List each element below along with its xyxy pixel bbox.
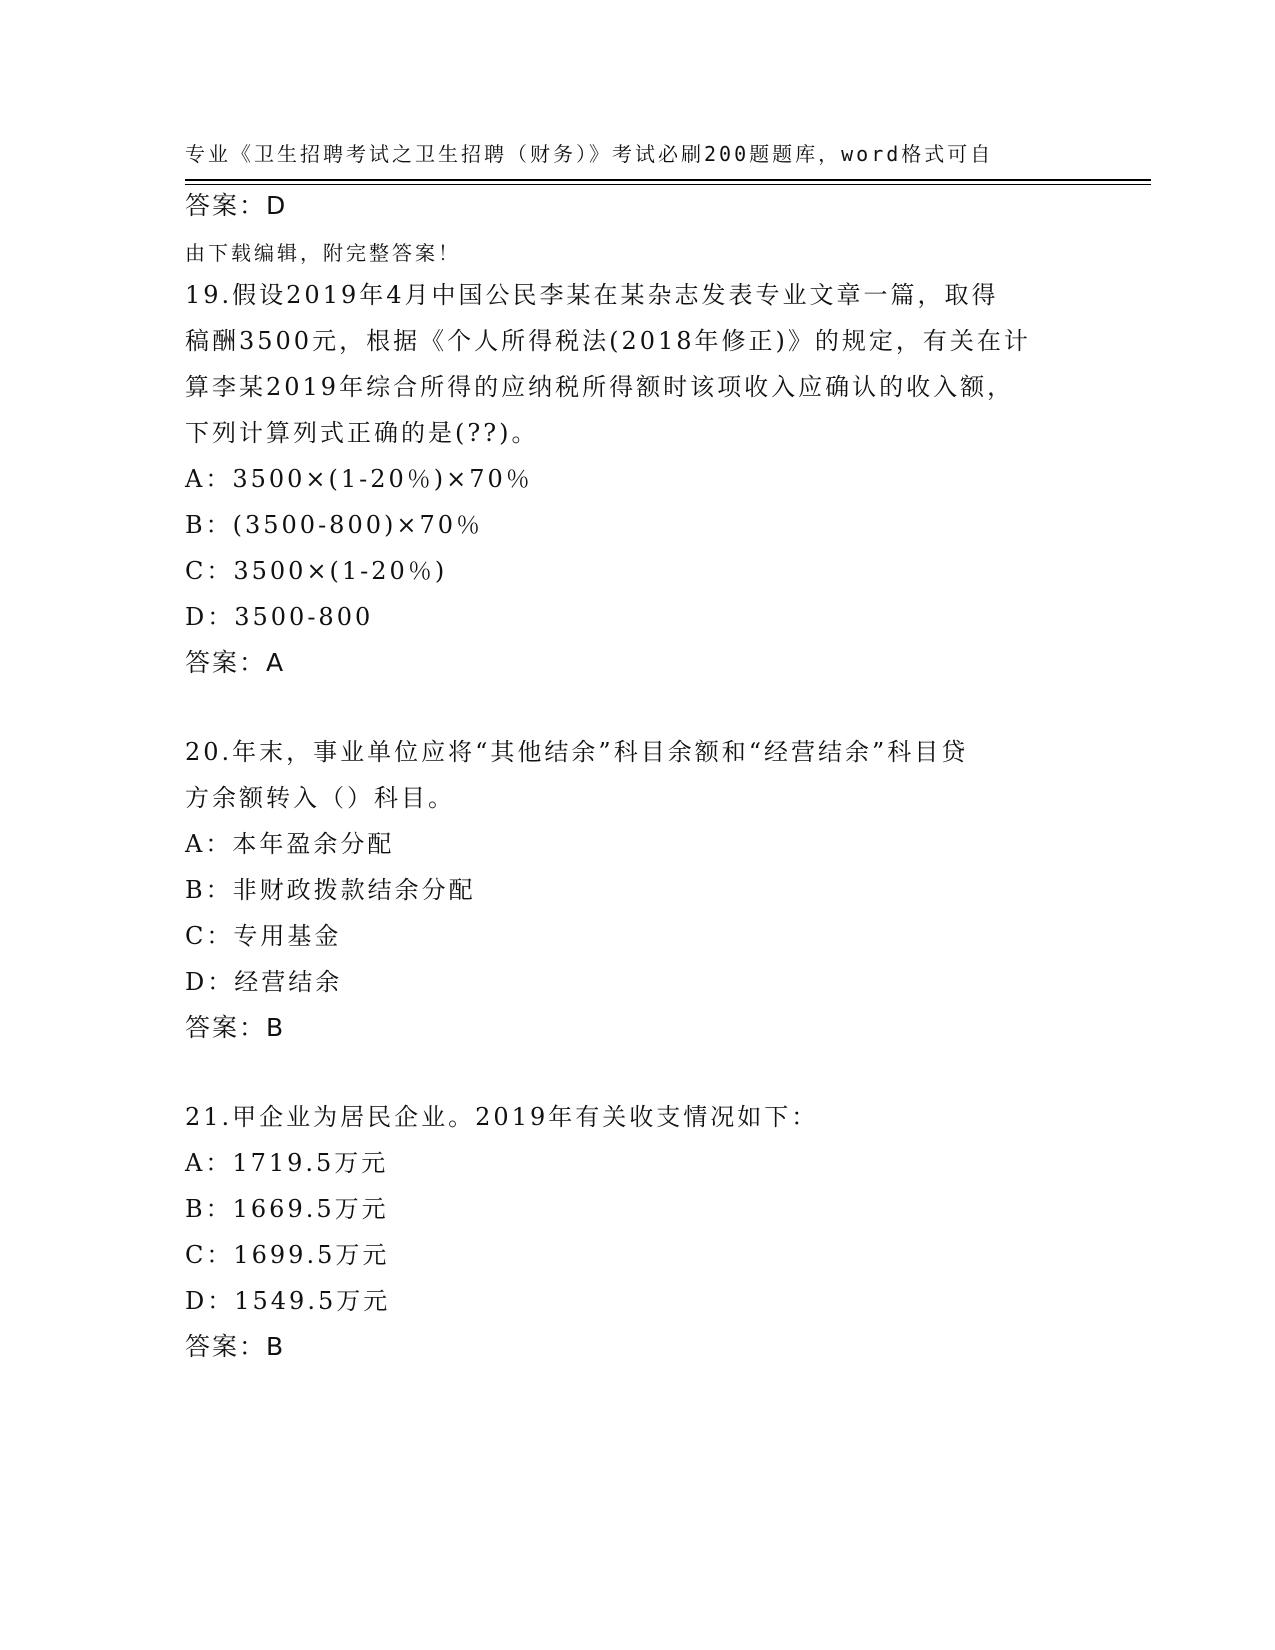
- question-19-option-c: C：3500×(1-20％): [185, 557, 448, 585]
- header-line-1: 专业《卫生招聘考试之卫生招聘（财务）》考试必刷200题题库，word格式可自: [185, 142, 994, 166]
- question-20-option-c: C：专用基金: [185, 922, 342, 950]
- question-20-option-a: A：本年盈余分配: [185, 830, 395, 858]
- question-19-text-line: 19.假设2019年4月中国公民李某在某杂志发表专业文章一篇，取得: [185, 281, 999, 309]
- question-19-text-line: 下列计算列式正确的是(??)。: [185, 419, 539, 447]
- question-21: [185, 1094, 1105, 1370]
- question-19-text-line: 算李某2019年综合所得的应纳税所得额时该项收入应确认的收入额，: [185, 373, 1015, 401]
- question-20-option-b: B：非财政拨款结余分配: [185, 876, 476, 904]
- question-21-option-c: C：1699.5万元: [185, 1241, 390, 1269]
- header-line-2: 由下载编辑，附完整答案！: [185, 241, 461, 265]
- header-rule-thick: [185, 179, 1151, 181]
- question-21-answer: 答案：B: [185, 1332, 286, 1361]
- question-19-option-a: A：3500×(1-20％)×70％: [185, 465, 533, 493]
- question-19-answer: 答案：A: [185, 648, 286, 677]
- question-21-option-d: D：1549.5万元: [185, 1287, 391, 1315]
- question-20-text-line: 20.年末，事业单位应将“其他结余”科目余额和“经营结余”科目贷: [185, 738, 969, 766]
- question-block: [185, 183, 1105, 1370]
- question-19: [185, 272, 1105, 686]
- question-19-option-b: B：(3500-800)×70％: [185, 511, 484, 539]
- question-20-text-line: 方余额转入（）科目。: [185, 784, 455, 812]
- question-19-option-d: D：3500-800: [185, 603, 374, 631]
- question-20-option-d: D：经营结余: [185, 968, 343, 996]
- question-21-option-b: B：1669.5万元: [185, 1195, 389, 1223]
- previous-answer: 答案：D: [185, 191, 288, 220]
- question-21-text-line: 21.甲企业为居民企业。2019年有关收支情况如下：: [185, 1103, 819, 1131]
- question-21-option-a: A：1719.5万元: [185, 1149, 389, 1177]
- question-19-text-line: 稿酬3500元，根据《个人所得税法(2018年修正)》的规定，有关在计: [185, 327, 1031, 355]
- question-20: [185, 729, 1105, 1051]
- question-20-answer: 答案：B: [185, 1013, 286, 1042]
